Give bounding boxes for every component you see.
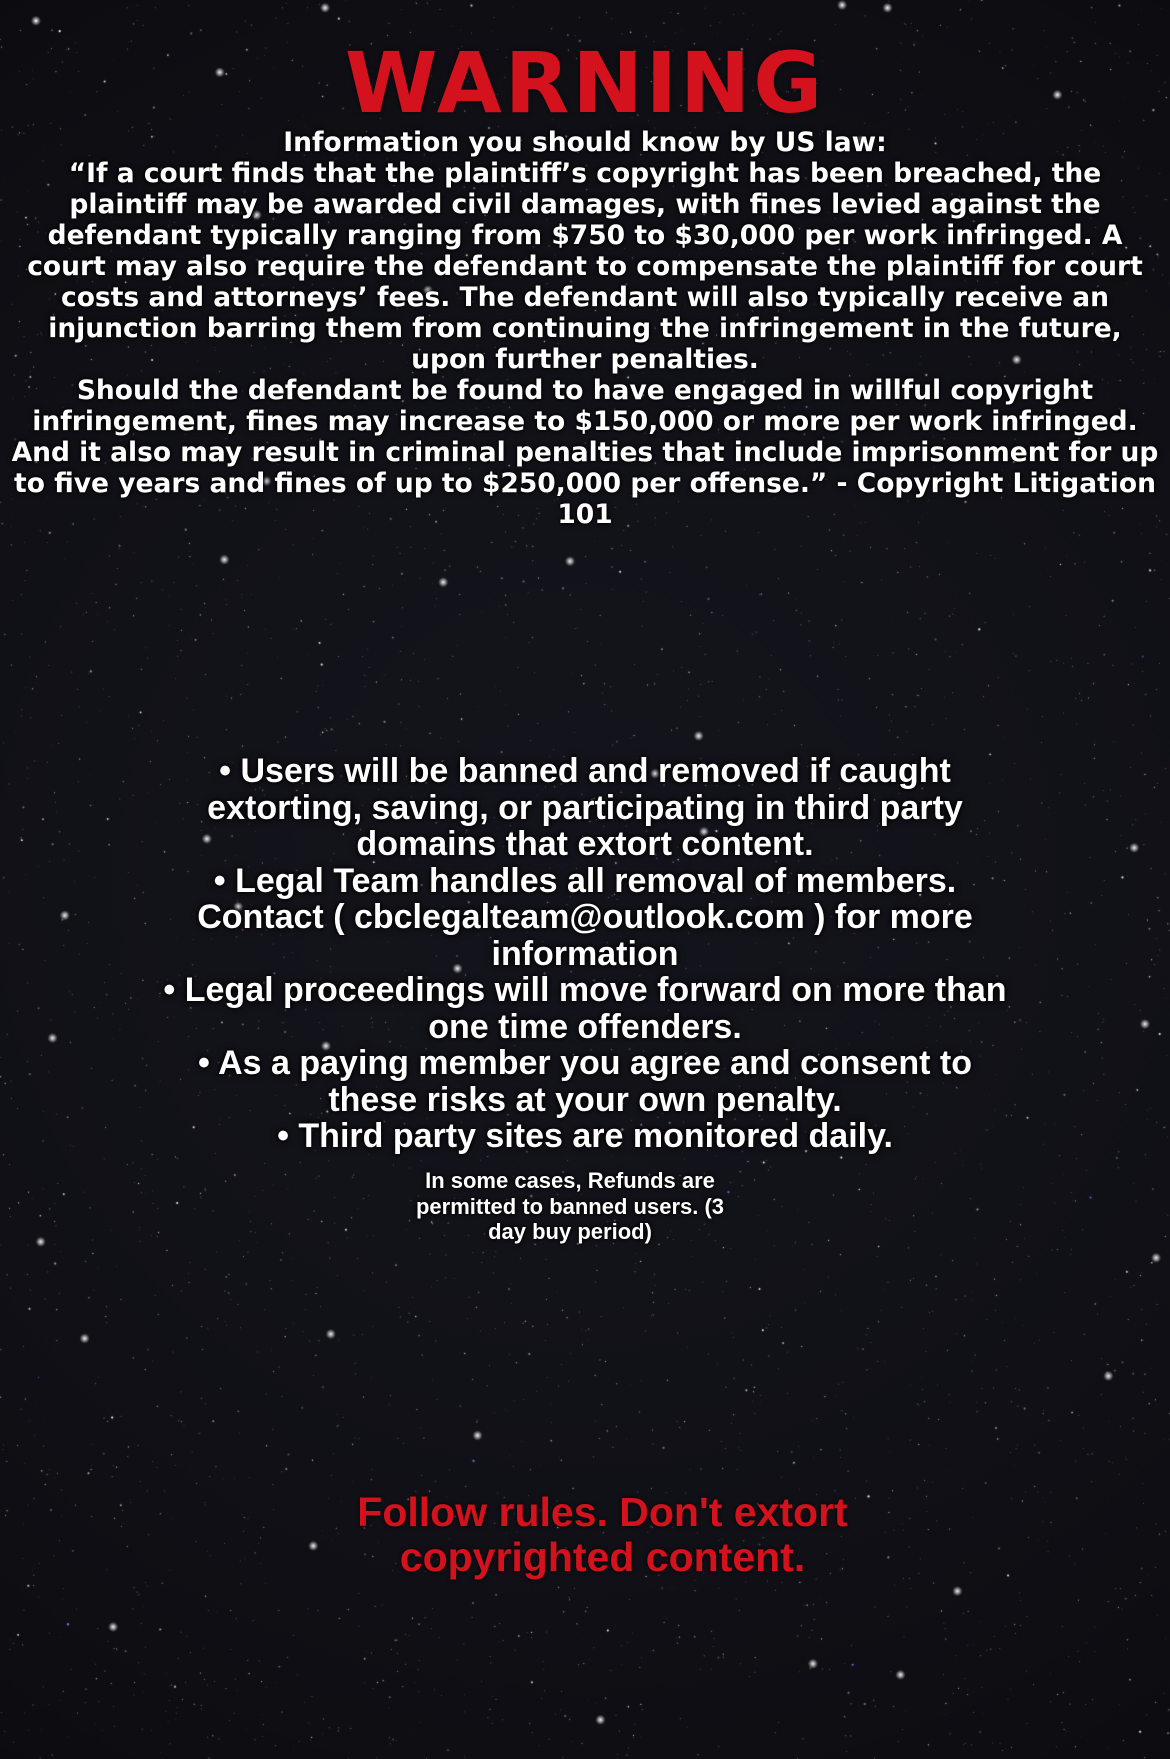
rules-list	[160, 753, 1010, 1155]
legal-notice	[8, 127, 1162, 530]
legal-quote-paragraph-1: “If a court finds that the plaintiff’s copyright has been breached, the plaintiff may be awarded civil damages, with fines levied against the defendant typically ranging from $750 to $30,000 per work infringed. A court may also require the defendant to compensate the plaintiff for court costs and attorneys’ fees. The defendant will also typically receive an injunction barring them from continuing the infringement in the future, upon further penalties.	[27, 158, 1143, 375]
rule-item: • As a paying member you agree and consent to these risks at your own penalty.	[198, 1044, 972, 1119]
refund-note	[405, 1168, 735, 1245]
rule-item: • Users will be banned and removed if caught extorting, saving, or participating in third party domains that extort content.	[207, 752, 963, 863]
legal-quote-paragraph-2: Should the defendant be found to have engaged in willful copyright infringement, fines may increase to $150,000 or more per work infringed. And it also may result in criminal penalties that include imprisonment for up to five years and fines of up to $250,000 per offense.” - Copyright Litigation 101	[11, 375, 1159, 530]
warning-title: WARNING	[344, 34, 826, 132]
legal-intro: Information you should know by US law:	[283, 127, 887, 158]
rule-item: • Legal proceedings will move forward on more than one time offenders.	[163, 971, 1007, 1046]
refund-note-text: In some cases, Refunds are permitted to banned users. (3 day buy period)	[415, 1168, 725, 1244]
rule-item: • Third party sites are monitored daily.	[277, 1117, 893, 1155]
footer-warning: Follow rules. Don't extort copyrighted content.	[357, 1489, 848, 1580]
rule-item: • Legal Team handles all removal of members. Contact ( cbclegalteam@outlook.com ) for more information	[197, 861, 973, 973]
